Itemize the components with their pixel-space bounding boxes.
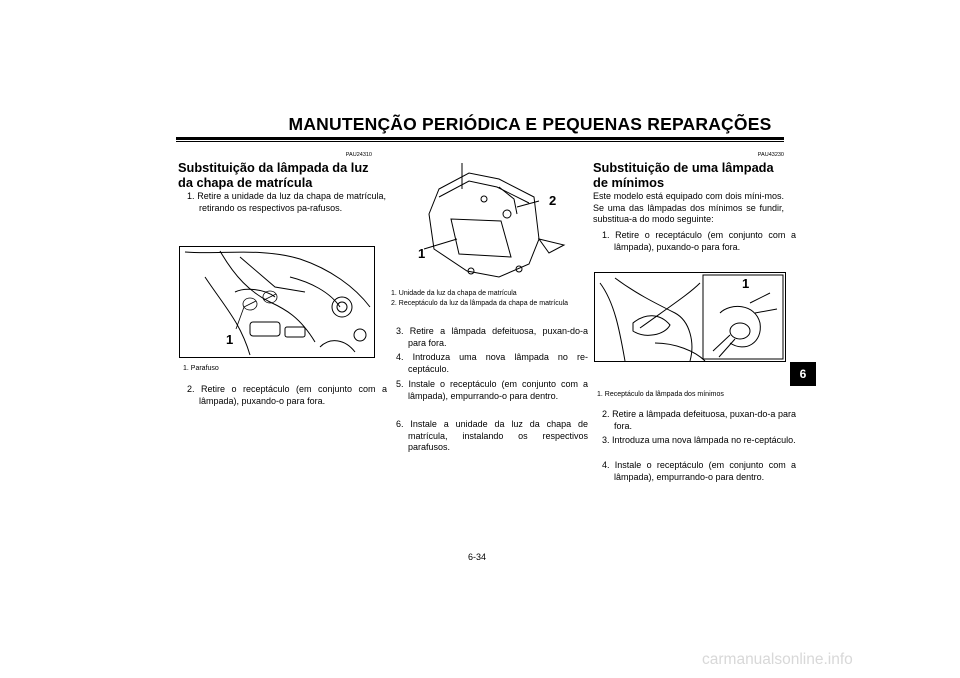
section-heading: Substituição da lâmpada da luz da chapa de matrícula [178,160,369,190]
header-rule-thin [176,141,784,142]
chapter-tab: 6 [790,362,816,386]
figure-license-light-unit [389,159,580,285]
section-code: PAU24310 [345,152,372,158]
page-number: 6-34 [468,552,487,562]
watermark-text: carmanualsonline.info [702,651,853,668]
step-item: 4. Instale o receptáculo (em conjunto com a lâmpada), empurrando-o para dentro. [602,460,796,482]
step-item: 1. Retire o receptáculo (em conjunto com a lâmpada), puxando-o para fora. [602,230,796,252]
step-item: 3. Retire a lâmpada defeituosa, puxan-do-a para fora. [396,326,588,348]
figure-position-lamp [594,272,786,362]
step-item: 1. Retire a unidade da luz da chapa de matrícula, retirando os respectivos pa-rafusos. [187,191,386,213]
figure-caption: 2. Receptáculo da luz da lâmpada da chapa de matrícula [391,300,569,307]
figure-callout-2: 2 [549,193,557,208]
figure-callout-1: 1 [226,332,234,347]
figure-caption: 1. Receptáculo da lâmpada dos mínimos [597,391,724,398]
figure-illustration [180,247,374,357]
figure-caption: 1. Parafuso [183,365,219,372]
step-item: 3. Introduza uma nova lâmpada no re-ceptáculo. [602,435,796,445]
section-heading: Substituição de uma lâmpada de mínimos [593,160,774,190]
step-item: 4. Introduza uma nova lâmpada no re-ceptáculo. [396,352,588,374]
figure-illustration [389,159,580,285]
header-rule [176,137,784,140]
figure-illustration [595,273,785,361]
section-code: PAU43230 [757,152,784,158]
page-title: MANUTENÇÃO PERIÓDICA E PEQUENAS REPARAÇÕES [288,114,772,134]
step-item: 6. Instale a unidade da luz da chapa de matrícula, instalando os respectivos parafusos. [396,419,588,453]
figure-callout-1: 1 [418,246,426,261]
step-item: 5. Instale o receptáculo (em conjunto com a lâmpada), empurrando-o para dentro. [396,379,588,401]
section-intro: Este modelo está equipado com dois míni-mos. Se uma das lâmpadas dos mínimos se fundir, substitua-a do modo seguinte: [593,191,784,225]
figure-license-light-screws [179,246,375,358]
figure-callout-1: 1 [742,276,750,291]
figure-caption: 1. Unidade da luz da chapa de matrícula [391,290,517,297]
step-item: 2. Retire a lâmpada defeituosa, puxan-do-a para fora. [602,409,796,431]
step-item: 2. Retire o receptáculo (em conjunto com a lâmpada), puxando-o para fora. [187,384,387,406]
